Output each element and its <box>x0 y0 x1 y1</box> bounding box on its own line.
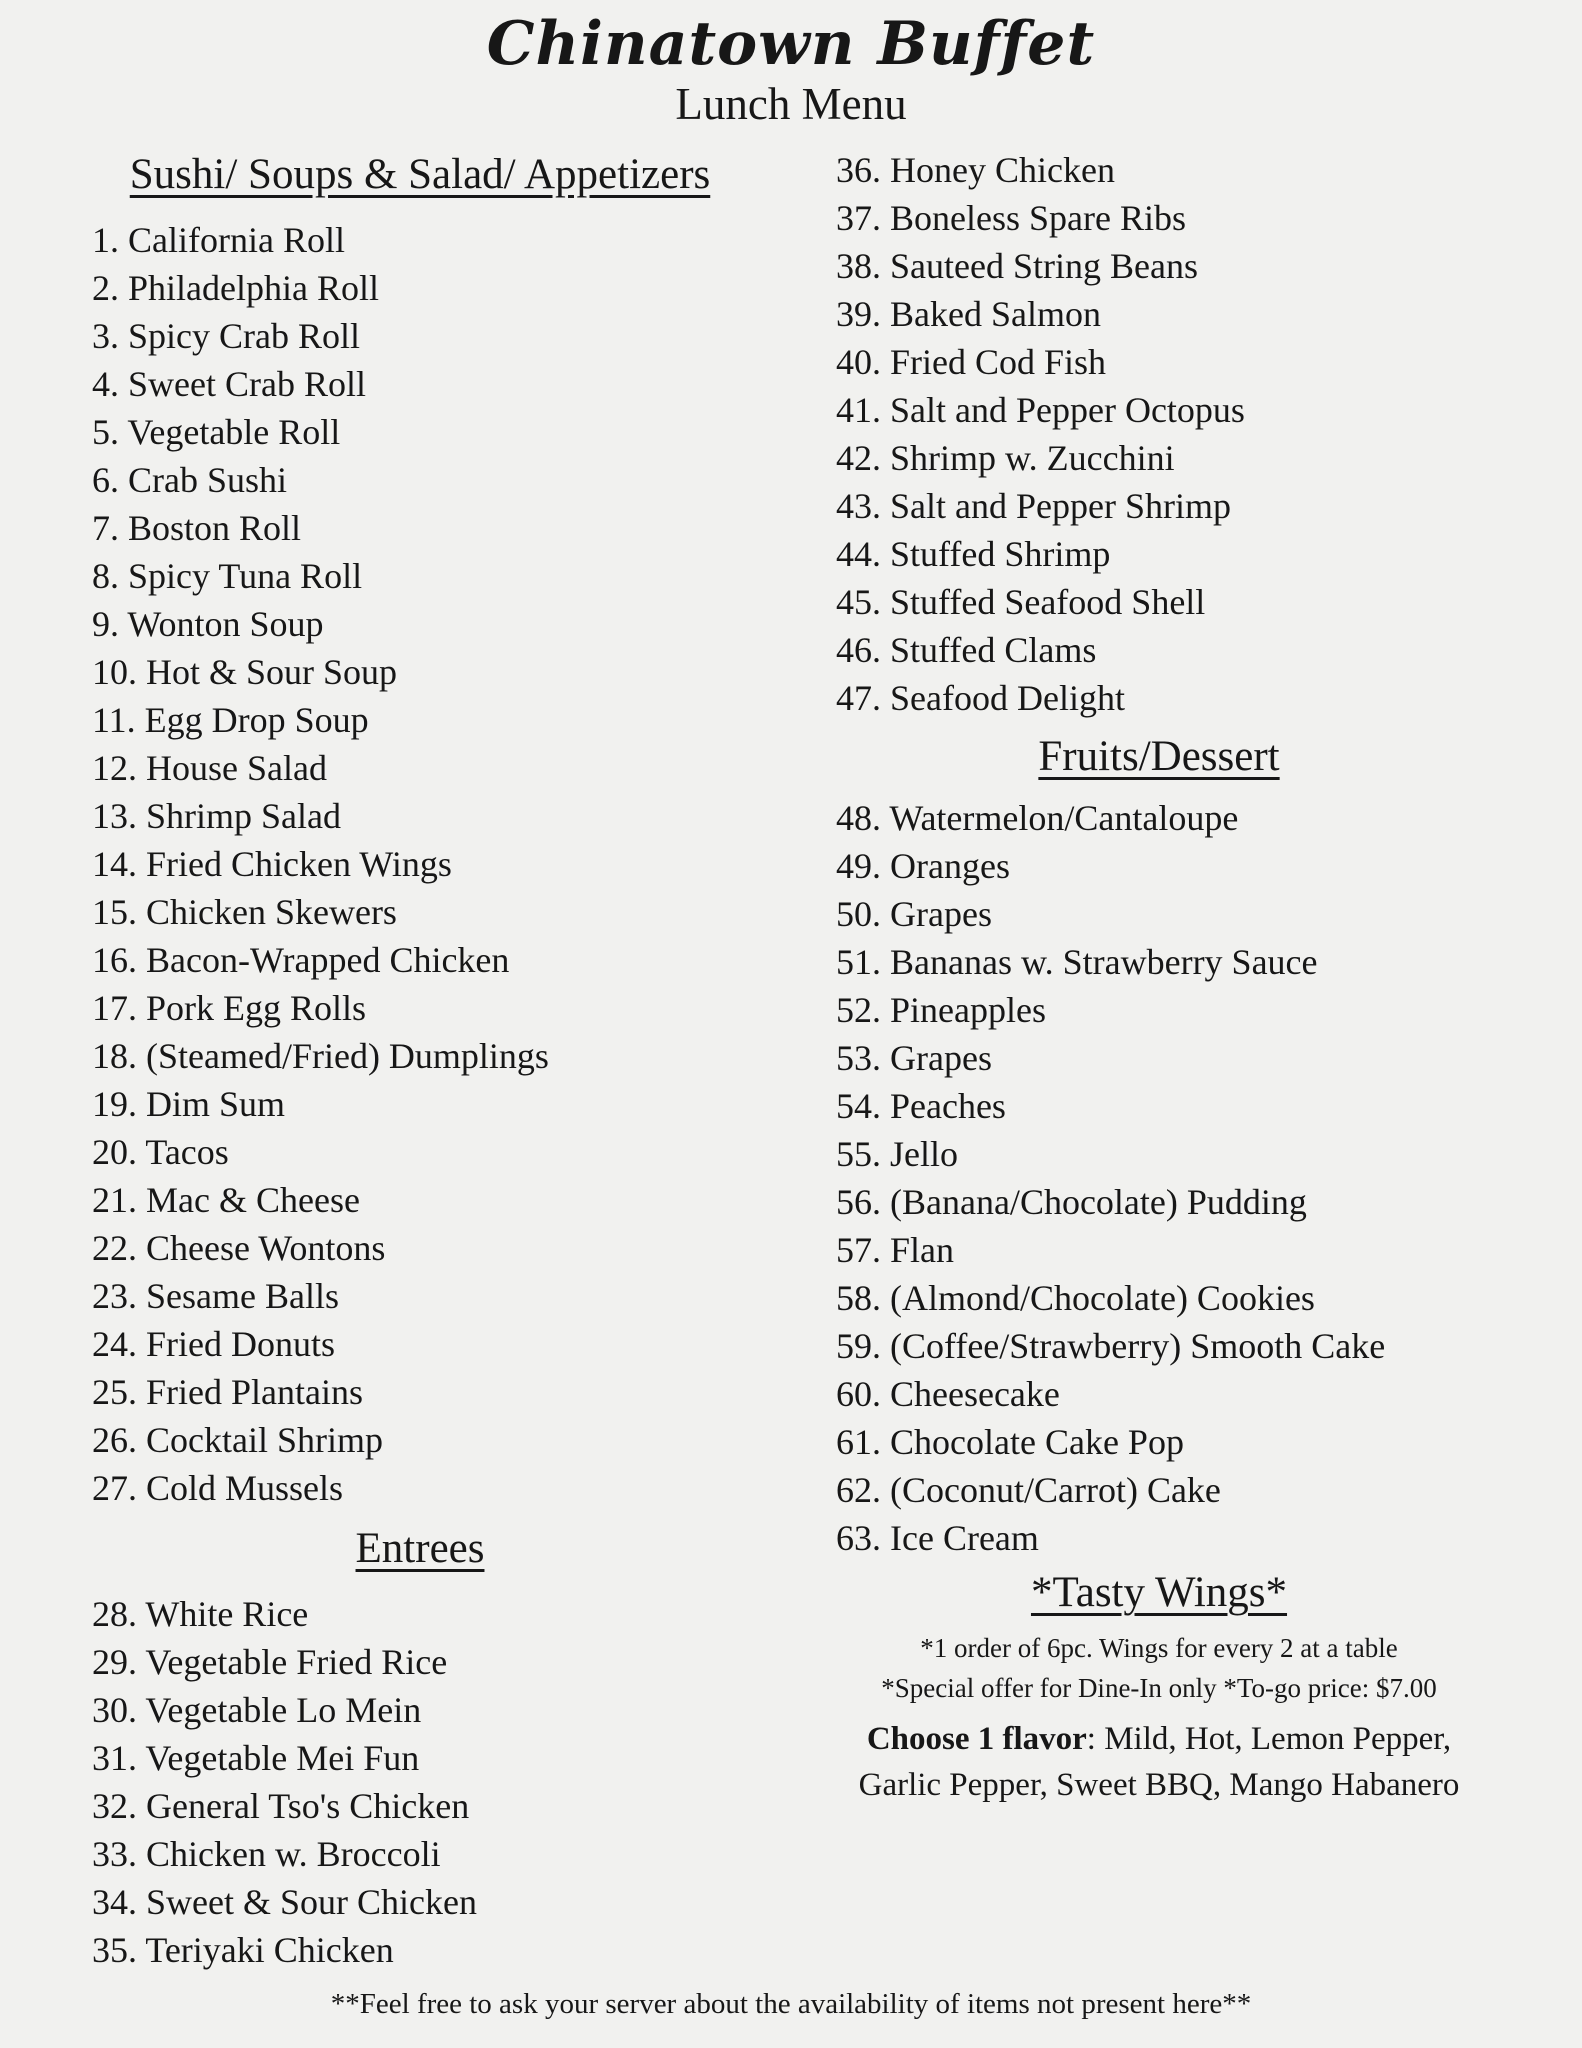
menu-item: 56. (Banana/Chocolate) Pudding <box>836 1182 1307 1222</box>
footer-note: **Feel free to ask your server about the availability of items not present here** <box>330 1988 1252 2020</box>
menu-item: 47. Seafood Delight <box>836 678 1125 718</box>
menu-item: 54. Peaches <box>836 1086 1006 1126</box>
menu-item: 2. Philadelphia Roll <box>92 268 379 308</box>
menu-item: 41. Salt and Pepper Octopus <box>836 390 1245 430</box>
menu-item: 22. Cheese Wontons <box>92 1228 386 1268</box>
menu-footer <box>0 1986 1582 2022</box>
menu-item: 28. White Rice <box>92 1594 309 1634</box>
menu-item: 18. (Steamed/Fried) Dumplings <box>92 1036 549 1076</box>
menu-item: 49. Oranges <box>836 846 1010 886</box>
menu-item: 63. Ice Cream <box>836 1518 1039 1558</box>
wings-flavor-label: Choose 1 flavor <box>866 1721 1087 1757</box>
wings-flavor-options: : Mild, Hot, Lemon Pepper, Garlic Pepper, Sweet BBQ, Mango Habanero <box>858 1721 1460 1803</box>
menu-item: 53. Grapes <box>836 1038 992 1078</box>
menu-item: 27. Cold Mussels <box>92 1468 344 1508</box>
menu-item: 19. Dim Sum <box>92 1084 286 1124</box>
menu-item: 48. Watermelon/Cantaloupe <box>836 798 1239 838</box>
menu-item: 43. Salt and Pepper Shrimp <box>836 486 1231 526</box>
menu-item: 13. Shrimp Salad <box>92 796 341 836</box>
menu-item: 62. (Coconut/Carrot) Cake <box>836 1470 1221 1510</box>
menu-item: 36. Honey Chicken <box>836 150 1115 190</box>
menu-item: 12. House Salad <box>92 748 327 788</box>
menu-item: 35. Teriyaki Chicken <box>92 1930 394 1970</box>
menu-item: 37. Boneless Spare Ribs <box>836 198 1186 238</box>
menu-item: 33. Chicken w. Broccoli <box>92 1834 441 1874</box>
menu-item: 61. Chocolate Cake Pop <box>836 1422 1184 1462</box>
menu-item: 25. Fried Plantains <box>92 1372 363 1412</box>
menu-item: 20. Tacos <box>92 1132 229 1172</box>
menu-item: 31. Vegetable Mei Fun <box>92 1738 420 1778</box>
appetizers-list <box>92 216 748 1512</box>
menu-item: 29. Vegetable Fried Rice <box>92 1642 448 1682</box>
menu-item: 6. Crab Sushi <box>92 460 288 500</box>
menu-item: 34. Sweet & Sour Chicken <box>92 1882 477 1922</box>
menu-item: 52. Pineapples <box>836 990 1046 1030</box>
entrees-list-right <box>836 146 1482 722</box>
menu-item: 11. Egg Drop Soup <box>92 700 369 740</box>
menu-item: 5. Vegetable Roll <box>92 412 341 452</box>
menu-item: 23. Sesame Balls <box>92 1276 339 1316</box>
restaurant-title: Chinatown Buffet <box>486 9 1096 79</box>
entrees-list-left <box>92 1590 748 1974</box>
menu-item: 42. Shrimp w. Zucchini <box>836 438 1175 478</box>
menu-item: 8. Spicy Tuna Roll <box>92 556 363 596</box>
menu-columns <box>0 128 1582 1974</box>
menu-item: 55. Jello <box>836 1134 958 1174</box>
wings-note-1: *1 order of 6pc. Wings for every 2 at a table <box>920 1633 1398 1663</box>
menu-item: 51. Bananas w. Strawberry Sauce <box>836 942 1318 982</box>
menu-item: 30. Vegetable Lo Mein <box>92 1690 422 1730</box>
menu-item: 3. Spicy Crab Roll <box>92 316 360 356</box>
menu-subtitle: Lunch Menu <box>675 79 907 129</box>
menu-item: 17. Pork Egg Rolls <box>92 988 367 1028</box>
menu-item: 9. Wonton Soup <box>92 604 324 644</box>
section-header-appetizers: Sushi/ Soups & Salad/ Appetizers <box>129 151 711 198</box>
menu-item: 15. Chicken Skewers <box>92 892 397 932</box>
menu-item: 26. Cocktail Shrimp <box>92 1420 383 1460</box>
menu-item: 45. Stuffed Seafood Shell <box>836 582 1206 622</box>
menu-item: 40. Fried Cod Fish <box>836 342 1107 382</box>
menu-item: 16. Bacon-Wrapped Chicken <box>92 940 510 980</box>
menu-item: 21. Mac & Cheese <box>92 1180 360 1220</box>
menu-item: 60. Cheesecake <box>836 1374 1060 1414</box>
menu-item: 14. Fried Chicken Wings <box>92 844 452 884</box>
menu-item: 50. Grapes <box>836 894 992 934</box>
menu-header <box>0 0 1582 128</box>
menu-item: 38. Sauteed String Beans <box>836 246 1198 286</box>
wings-flavors <box>836 1716 1482 1808</box>
section-header-fruits-dessert: Fruits/Dessert <box>1038 733 1280 780</box>
menu-item: 39. Baked Salmon <box>836 294 1101 334</box>
menu-item: 7. Boston Roll <box>92 508 302 548</box>
menu-item: 4. Sweet Crab Roll <box>92 364 366 404</box>
menu-item: 44. Stuffed Shrimp <box>836 534 1111 574</box>
fruits-dessert-list <box>836 794 1482 1562</box>
right-column <box>836 146 1482 1808</box>
menu-item: 59. (Coffee/Strawberry) Smooth Cake <box>836 1326 1386 1366</box>
menu-item: 32. General Tso's Chicken <box>92 1786 470 1826</box>
menu-item: 1. California Roll <box>92 220 345 260</box>
left-column <box>92 146 748 1974</box>
menu-item: 46. Stuffed Clams <box>836 630 1097 670</box>
section-header-tasty-wings: *Tasty Wings* <box>1030 1569 1288 1616</box>
wings-note-2: *Special offer for Dine-In only *To-go price: $7.00 <box>881 1673 1437 1703</box>
menu-item: 58. (Almond/Chocolate) Cookies <box>836 1278 1315 1318</box>
menu-item: 10. Hot & Sour Soup <box>92 652 398 692</box>
menu-item: 24. Fried Donuts <box>92 1324 335 1364</box>
menu-item: 57. Flan <box>836 1230 955 1270</box>
section-header-entrees: Entrees <box>355 1525 485 1572</box>
